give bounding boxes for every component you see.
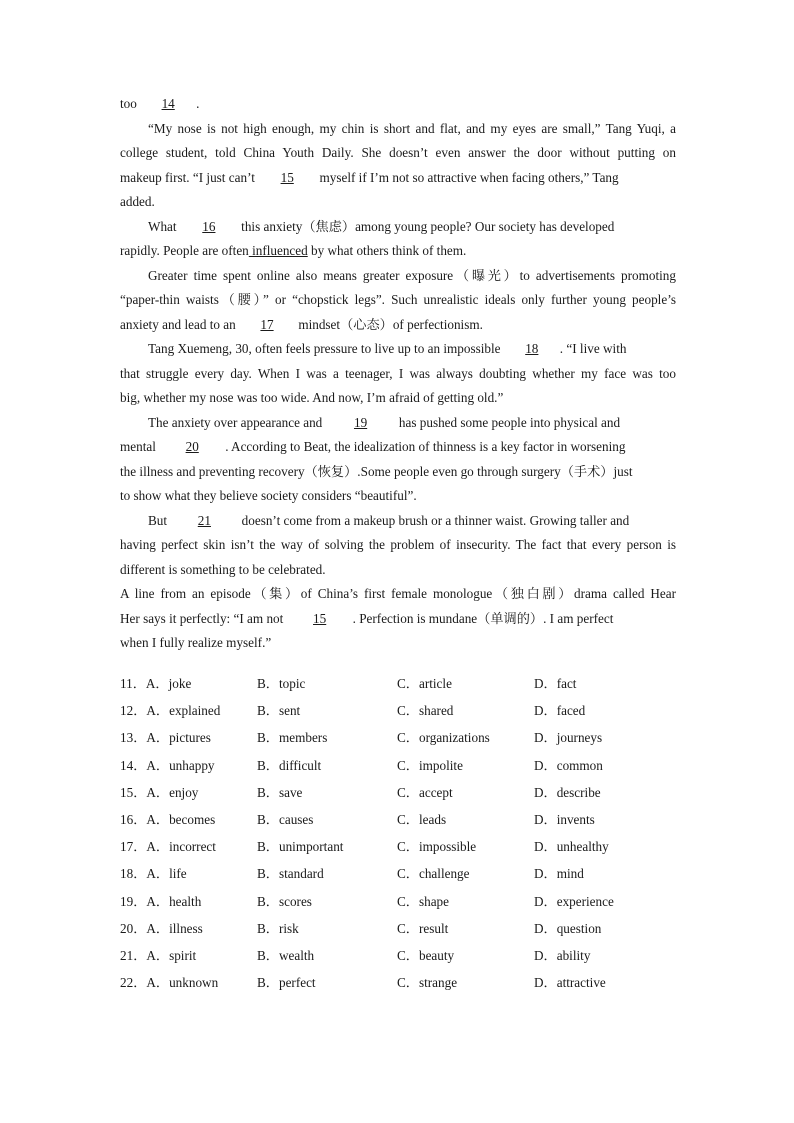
text: myself if I’m not so attractive when facing others,” Tang (316, 169, 619, 185)
option-d: D．journeys (534, 730, 603, 746)
blank-21: 21 (197, 512, 211, 528)
option-b: B．perfect (257, 975, 316, 991)
option-row (120, 969, 680, 996)
text: by what others think of them. (307, 243, 467, 258)
text: But (148, 512, 171, 528)
passage-line (120, 411, 676, 436)
text: this anxiety（焦虑）among young people? Our society has developed (237, 218, 615, 234)
passage-line: “My nose is not high enough, my chin is short and flat, and my eyes are small,” Tang Yuqi, a (148, 120, 676, 136)
option-text: A．becomes (146, 811, 216, 827)
option-d: D．unhealthy (534, 839, 609, 855)
option-d: D．mind (534, 866, 584, 882)
passage-line (120, 166, 676, 191)
option-b: B．unimportant (257, 839, 344, 855)
option-b: B．standard (257, 866, 324, 882)
option-b: B．scores (257, 893, 312, 909)
question-number: 12． (120, 703, 147, 719)
option-c: C．shared (397, 703, 454, 719)
passage-line (120, 92, 676, 117)
option-d: D．faced (534, 703, 586, 719)
passage-line: Greater time spent online also means greater exposure（曝光）to advertisements promoting (148, 267, 676, 283)
passage-line: having perfect skin isn’t the way of solving the problem of insecurity. The fact that every person is (120, 537, 676, 552)
passage-line: A line from an episode（集）of China’s first female monologue（独白剧）drama called Hear (120, 586, 676, 601)
option-b: B．members (257, 730, 328, 746)
blank-16: 16 (202, 218, 216, 234)
option-row (120, 888, 680, 915)
option-a (120, 697, 220, 724)
text: What (148, 218, 180, 234)
passage-line: that struggle every day. When I was a teenager, I was always doubting whether my face was too (120, 365, 676, 381)
option-d: D．experience (534, 893, 614, 909)
option-text: A．joke (145, 676, 192, 691)
option-text: A．enjoy (146, 784, 199, 800)
option-b: B．difficult (257, 757, 322, 773)
text: . (196, 96, 200, 111)
underlined-word: influenced (248, 243, 308, 258)
option-d: D．describe (534, 784, 601, 800)
blank-17: 17 (260, 316, 274, 332)
option-row (120, 942, 680, 969)
option-d: D．common (534, 757, 603, 773)
options-list (120, 670, 680, 996)
text: The anxiety over appearance and (148, 414, 326, 430)
option-text: A．incorrect (146, 839, 216, 855)
text: anxiety and lead to an (120, 316, 240, 332)
text: Tang Xuemeng, 30, often feels pressure to live up to an impossible (148, 341, 504, 356)
option-b: B．wealth (257, 947, 315, 963)
blank-14: 14 (161, 96, 175, 111)
option-d: D．ability (534, 947, 591, 963)
option-row (120, 752, 680, 779)
option-text: A．health (146, 893, 202, 909)
option-b: B．sent (257, 703, 301, 719)
passage-line: when I fully realize myself.” (120, 635, 272, 650)
question-number: 16． (120, 811, 147, 827)
question-number: 22． (120, 975, 147, 991)
option-d: D．fact (534, 676, 577, 691)
option-c: C．organizations (397, 730, 490, 746)
option-a (120, 833, 216, 860)
option-text: A．life (146, 866, 187, 882)
blank-18: 18 (525, 341, 539, 356)
text: . “I live with (559, 341, 627, 356)
passage-line (120, 239, 676, 264)
option-row (120, 724, 680, 751)
text: too (120, 96, 141, 111)
question-number: 19． (120, 893, 147, 909)
option-c: C．result (397, 920, 449, 936)
option-row (120, 860, 680, 887)
blank-22: 15 (313, 610, 327, 626)
passage-line: the illness and preventing recovery（恢复）.Some people even go through surgery（手术）just (120, 463, 633, 479)
option-c: C．accept (397, 784, 453, 800)
option-text: A．unhappy (146, 757, 215, 773)
text: makeup first. “I just can’t (120, 169, 259, 185)
text: Her says it perfectly: “I am not (120, 610, 287, 626)
text: . Perfection is mundane（单调的）. I am perfect (352, 610, 614, 626)
option-a (120, 942, 196, 969)
option-d: D．question (534, 920, 602, 936)
option-row (120, 915, 680, 942)
option-a (120, 860, 187, 887)
question-number: 21． (120, 947, 147, 963)
option-text: A．illness (146, 920, 203, 936)
passage-line (120, 337, 676, 362)
option-c: C．challenge (397, 866, 470, 882)
option-c: C．article (397, 676, 452, 691)
option-d: D．attractive (534, 975, 606, 991)
option-text: A．spirit (146, 947, 197, 963)
question-number: 17． (120, 839, 147, 855)
passage-line: “paper-thin waists（腰）” or “chopstick legs”. Such unrealistic ideals only further young people’s (120, 292, 676, 307)
option-a (120, 752, 215, 779)
option-b: B．risk (257, 920, 299, 936)
passage-line (120, 435, 676, 460)
option-row (120, 779, 680, 806)
option-c: C．leads (397, 811, 447, 827)
option-c: C．beauty (397, 947, 455, 963)
blank-20: 20 (185, 439, 199, 454)
blank-19: 19 (353, 414, 368, 430)
option-row (120, 697, 680, 724)
blank-15: 15 (280, 169, 294, 185)
option-a (120, 969, 218, 996)
option-a (120, 888, 201, 915)
passage-line: big, whether my nose was too wide. And now, I’m afraid of getting old.” (120, 390, 504, 405)
question-number: 13． (120, 730, 147, 746)
option-b: B．causes (257, 811, 314, 827)
text: . According to Beat, the idealization of thinness is a key factor in worsening (225, 439, 626, 454)
passage-line (120, 215, 676, 240)
option-d: D．invents (534, 811, 595, 827)
option-text: A．pictures (146, 730, 211, 746)
passage-line (120, 313, 676, 338)
option-text: A．unknown (146, 975, 219, 991)
option-a (120, 915, 203, 942)
passage-line (120, 607, 676, 632)
text: rapidly. People are often (120, 243, 249, 258)
question-number: 14． (120, 757, 147, 773)
text: doesn’t come from a makeup brush or a thinner waist. Growing taller and (238, 512, 630, 528)
option-a (120, 670, 191, 697)
text: has pushed some people into physical and (395, 414, 621, 430)
passage-line: different is something to be celebrated. (120, 561, 326, 577)
text: mindset（心态）of perfectionism. (295, 316, 483, 332)
option-row (120, 670, 680, 697)
option-text: A．explained (146, 703, 221, 719)
passage (120, 92, 676, 656)
option-c: C．impolite (397, 757, 463, 773)
passage-line: to show what they believe society considers “beautiful”. (120, 488, 417, 503)
question-number: 18． (120, 866, 147, 882)
option-row (120, 806, 680, 833)
passage-line: added. (120, 194, 155, 209)
text: mental (120, 439, 160, 454)
question-number: 11． (120, 676, 146, 691)
option-a (120, 779, 198, 806)
option-c: C．strange (397, 975, 458, 991)
option-a (120, 724, 211, 751)
option-b: B．save (257, 784, 303, 800)
passage-line (120, 509, 676, 534)
option-row (120, 833, 680, 860)
option-a (120, 806, 215, 833)
option-c: C．impossible (397, 839, 477, 855)
option-b: B．topic (257, 676, 306, 691)
question-number: 20． (120, 920, 147, 936)
passage-line: college student, told China Youth Daily. She doesn’t even answer the door without putting on (120, 145, 676, 160)
option-c: C．shape (397, 893, 450, 909)
question-number: 15． (120, 784, 147, 800)
